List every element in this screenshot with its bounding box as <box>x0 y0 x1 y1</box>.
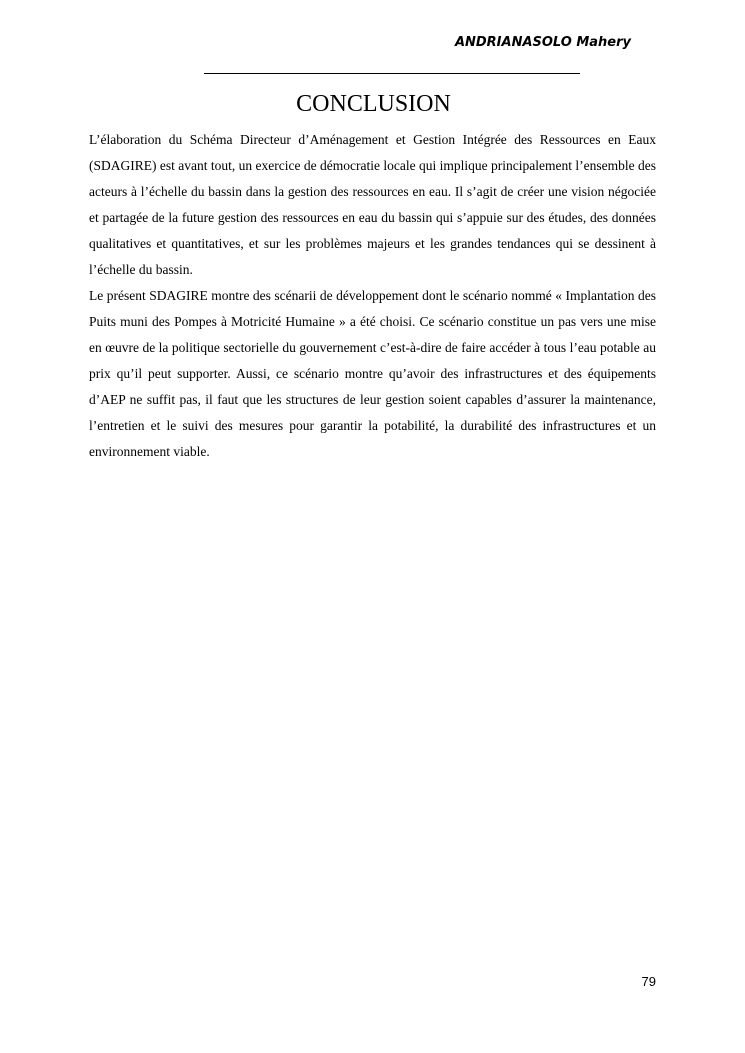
conclusion-body <box>89 127 656 465</box>
page-number: 79 <box>641 974 656 989</box>
page-title: CONCLUSION <box>296 91 451 117</box>
header-author: ANDRIANASOLO Mahery <box>454 35 631 50</box>
header-rule <box>204 73 580 74</box>
paragraph: L’élaboration du Schéma Directeur d’Aménagement et Gestion Intégrée des Ressources en Eaux (SDAGIRE) est avant tout, un exercice de démocratie locale qui implique principalement l’ensemble des acteurs à l’échelle du bassin dans la gestion des ressources en eau. Il s’agit de créer une vision négociée et partagée de la future gestion des ressources en eau du bassin qui s’appuie sur des études, des données qualitatives et quantitatives, et sur les problèmes majeurs et les grandes tendances qui se dessinent à l’échelle du bassin. <box>89 132 656 277</box>
paragraph: Le présent SDAGIRE montre des scénarii de développement dont le scénario nommé « Implantation des Puits muni des Pompes à Motricité Humaine » a été choisi. Ce scénario constitue un pas vers une mise en œuvre de la politique sectorielle du gouvernement c’est-à-dire de faire accéder à tous l’eau potable au prix qu’il peut supporter. Aussi, ce scénario montre qu’avoir des infrastructures et des équipements d’AEP ne suffit pas, il faut que les structures de leur gestion soient capables d’assurer la maintenance, l’entretien et le suivi des mesures pour garantir la potabilité, la durabilité des infrastructures et un environnement viable. <box>89 288 656 459</box>
